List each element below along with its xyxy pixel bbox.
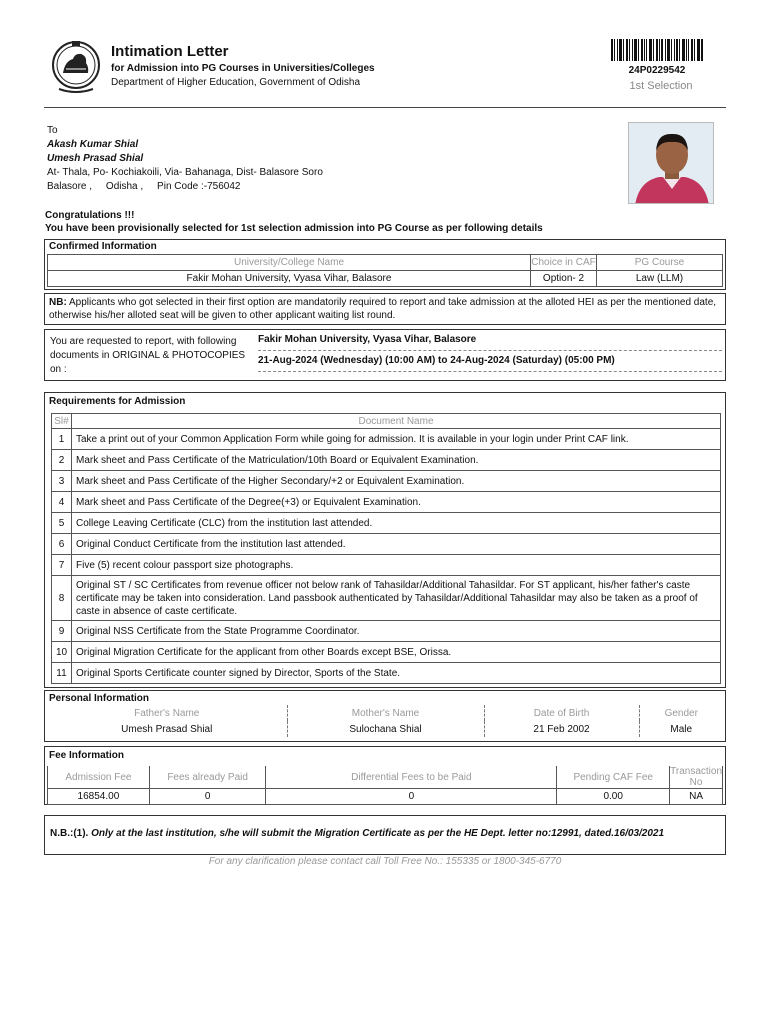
selection-notice: You have been provisionally selected for 1st selection admission into PG Course as per following details [45, 223, 543, 234]
migration-note-prefix: N.B.:(1). [50, 828, 89, 839]
migration-note [44, 815, 726, 855]
col-header-gender: Gender [664, 707, 698, 719]
guardian-name: Umesh Prasad Shial [47, 153, 144, 164]
nb-text: Applicants who got selected in their first option are mandatorily required to report and take admission at the alloted HEI as per the mentioned date, otherwise his/her alloted seat will be given to other applicant waiting list round. [49, 297, 717, 321]
university-value: Fakir Mohan University, Vyasa Vihar, Balasore [48, 271, 531, 287]
nb-prefix: NB: [49, 297, 67, 308]
row-sl: 8 [52, 576, 72, 621]
table-row [52, 663, 721, 684]
letter-subtitle: for Admission into PG Courses in Universities/Colleges [111, 63, 375, 74]
row-doc: Original NSS Certificate from the State Programme Coordinator. [72, 621, 721, 642]
pending-caf-value: 0.00 [557, 789, 670, 805]
father-name-value: Umesh Prasad Shial [47, 721, 287, 737]
nb-notice [44, 293, 726, 325]
row-sl: 1 [52, 429, 72, 450]
gender-value: Male [670, 723, 693, 735]
row-doc: Original Migration Certificate for the applicant from other Boards except BSE, Orissa. [72, 642, 721, 663]
requirements-section [44, 392, 726, 688]
fees-paid-value: 0 [149, 789, 266, 805]
row-sl: 10 [52, 642, 72, 663]
course-value: Law (LLM) [597, 271, 723, 287]
confirmed-info-section [44, 239, 726, 290]
row-doc: Original Conduct Certificate from the institution last attended. [72, 534, 721, 555]
choice-value: Option- 2 [531, 271, 597, 287]
row-sl: 4 [52, 492, 72, 513]
col-header-sl: Sl# [52, 414, 72, 429]
table-row [52, 642, 721, 663]
row-sl: 7 [52, 555, 72, 576]
mother-name-value: Sulochana Shial [287, 721, 484, 737]
row-sl: 6 [52, 534, 72, 555]
address-line: At- Thala, Po- Kochiakoili, Via- Bahanaga, Dist- Balasore Soro [47, 167, 323, 178]
row-doc: College Leaving Certificate (CLC) from the institution last attended. [72, 513, 721, 534]
recipient-name: Akash Kumar Shial [47, 139, 139, 150]
row-sl: 9 [52, 621, 72, 642]
dob-value: 21 Feb 2002 [484, 721, 639, 737]
table-row [52, 534, 721, 555]
row-sl: 11 [52, 663, 72, 684]
table-row [52, 555, 721, 576]
barcode-icon [611, 39, 703, 61]
row-sl: 2 [52, 450, 72, 471]
header-divider [44, 107, 726, 108]
differential-fees-value: 0 [266, 789, 557, 805]
personal-info-label: Personal Information [49, 693, 150, 704]
col-header-dob: Date of Birth [484, 705, 639, 721]
col-header-course: PG Course [597, 255, 723, 271]
row-sl: 3 [52, 471, 72, 492]
table-row [52, 576, 721, 621]
col-header-choice: Choice in CAF [531, 255, 597, 271]
table-row [52, 429, 721, 450]
table-row [52, 450, 721, 471]
fee-info-label: Fee Information [49, 750, 125, 761]
col-header-differential-fees: Differential Fees to be Paid [266, 766, 557, 789]
table-row [52, 513, 721, 534]
row-doc: Five (5) recent colour passport size photographs. [72, 555, 721, 576]
report-institution: Fakir Mohan University, Vyasa Vihar, Balasore [258, 334, 722, 351]
admission-fee-value: 16854.00 [48, 789, 150, 805]
col-header-father: Father's Name [47, 705, 287, 721]
department-name: Department of Higher Education, Government of Odisha [111, 77, 361, 88]
row-doc: Mark sheet and Pass Certificate of the Degree(+3) or Equivalent Examination. [72, 492, 721, 513]
row-doc: Original ST / SC Certificates from revenue officer not below rank of Tahasildar/Additional Tahasildar. For ST applicant, his/her father's caste certificate may be taken into consideration. Land passbook authenticated by Tahasildar/Additional Tahasildar may also be taken as a proof of caste in absence of caste certificate. [72, 576, 721, 621]
table-row [52, 492, 721, 513]
confirmed-info-label: Confirmed Information [49, 241, 157, 252]
table-row [52, 471, 721, 492]
report-section [44, 329, 726, 381]
row-doc: Take a print out of your Common Application Form while going for admission. It is available in your login under Print CAF link. [72, 429, 721, 450]
city-line: Balasore , Odisha , Pin Code :-756042 [47, 181, 241, 192]
to-label: To [47, 125, 58, 136]
migration-note-text: Only at the last institution, s/he will submit the Migration Certificate as per the HE Dept. letter no:12991, dated.16/03/2021 [88, 828, 665, 839]
odisha-emblem-icon [51, 39, 101, 95]
personal-info-table [47, 705, 723, 737]
row-doc: Mark sheet and Pass Certificate of the Higher Secondary/+2 or Equivalent Examination. [72, 471, 721, 492]
row-doc: Mark sheet and Pass Certificate of the Matriculation/10th Board or Equivalent Examination. [72, 450, 721, 471]
col-header-document: Document Name [72, 414, 721, 429]
col-header-admission-fee: Admission Fee [48, 766, 150, 789]
letter-title: Intimation Letter [111, 43, 229, 60]
selection-round: 1st Selection [629, 80, 693, 92]
col-header-pending-caf: Pending CAF Fee [557, 766, 670, 789]
requirements-table [51, 413, 721, 684]
col-header-mother: Mother's Name [287, 705, 484, 721]
requirements-label: Requirements for Admission [49, 396, 186, 407]
col-header-transaction: Transaction No [670, 766, 722, 788]
table-row [52, 621, 721, 642]
report-instructions: You are requested to report, with following documents in ORIGINAL & PHOTOCOPIES on : [50, 336, 246, 375]
col-header-university: University/College Name [48, 255, 531, 271]
confirmed-info-table [47, 254, 723, 287]
footer-contact: For any clarification please contact call Toll Free No.: 155335 or 1800-345-6770 [208, 856, 562, 867]
col-header-fees-paid: Fees already Paid [149, 766, 266, 789]
personal-info-section [44, 690, 726, 742]
application-code: 24P0229542 [628, 65, 686, 76]
applicant-photo [628, 122, 714, 204]
report-dates: 21-Aug-2024 (Wednesday) (10:00 AM) to 24-Aug-2024 (Saturday) (05:00 PM) [258, 355, 722, 372]
congrats-line: Congratulations !!! [45, 210, 135, 221]
row-doc: Original Sports Certificate counter signed by Director, Sports of the State. [72, 663, 721, 684]
transaction-value: NA [670, 789, 723, 805]
fee-info-table [47, 766, 723, 805]
row-sl: 5 [52, 513, 72, 534]
fee-info-section [44, 746, 726, 805]
